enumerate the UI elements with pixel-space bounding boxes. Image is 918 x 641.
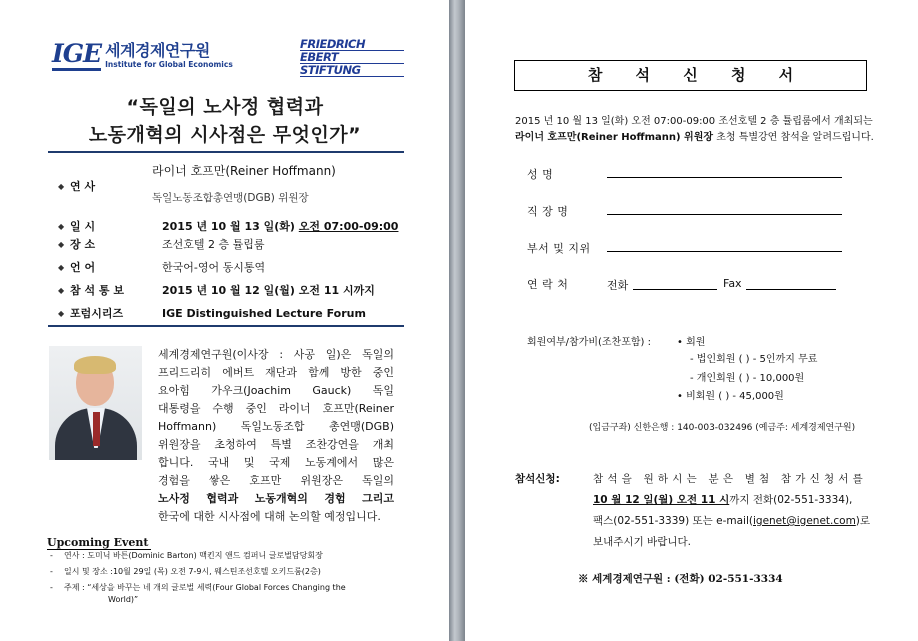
upcoming-item: - 주제 : “세상을 바꾸는 네 개의 글로벌 세력(Four Global Forces Changing the [50, 583, 346, 592]
fee-label: 회원여부/참가비(조찬포함) : [527, 337, 651, 348]
time-value: 오전 07:00-09:00 [298, 220, 399, 233]
email-link[interactable]: igenet@igenet.com [752, 515, 856, 527]
fes-logo-line: FRIEDRICH [300, 39, 404, 51]
fee-nonmember: • 비회원 ( ) - 45,000원 [677, 391, 784, 402]
ige-name-english: Institute for Global Economics [105, 60, 233, 69]
info-place-row [58, 235, 408, 253]
company-field-label: 직 장 명 [527, 205, 569, 218]
info-label: 포럼시리즈 [70, 307, 124, 320]
upcoming-item: - 일시 및 장소 :10월 29일 (목) 오전 7-9시, 웨스틴조선호텔 오키드룸(2층) [50, 567, 321, 576]
lang-value: 한국어-영어 동시통역 [162, 261, 266, 274]
form-intro-line1: 2015 년 10 월 13 일(화) 오전 07:00-09:00 조선호텔 2 층 튤립룸에서 개최되는 [515, 116, 873, 127]
upcoming-item: - 연사 : 도미닉 바튼(Dominic Barton) 맥킨지 앤드 컴퍼니 글로벌담당회장 [50, 551, 323, 560]
lecture-title-line2: 노동개혁의 시사점은 무엇인가” [88, 124, 362, 146]
fax-field[interactable] [746, 289, 836, 290]
divider [48, 151, 404, 153]
series-value: IGE Distinguished Lecture Forum [162, 306, 366, 320]
phone-field[interactable] [633, 289, 717, 290]
bio-line: 세계경제연구원(이사장 : 사공 일)은 독일의 [158, 348, 394, 361]
rsvp-value: 2015 년 10 월 12 일(월) 오전 11 시까지 [162, 284, 375, 297]
dept-field[interactable] [607, 251, 842, 252]
dept-field-label: 부서 및 지위 [527, 242, 591, 255]
apply-label: 참석신청: [515, 473, 560, 485]
date-value: 2015 년 10 월 13 일(화) [162, 220, 295, 233]
apply-line4: 보내주시기 바랍니다. [593, 536, 691, 548]
speaker-title: 독일노동조합총연맹(DGB) 위원장 [152, 192, 309, 204]
bio-line: 위원장을 초청하여 특별 조찬강연을 개최 [158, 438, 394, 451]
info-label: 연 사 [70, 180, 96, 193]
bio-line: 합니다. 국내 및 국제 노동계에서 많은 [158, 456, 394, 469]
bullet-icon: ◆ [58, 239, 65, 249]
ige-name-korean: 세계경제연구원 [105, 41, 210, 60]
ige-logo [52, 40, 233, 71]
lecture-title-line1: “독일의 노사정 협력과 [126, 96, 324, 118]
upcoming-item-continued: World)” [108, 595, 139, 604]
phone-label: 전화 [607, 279, 629, 292]
fes-logo-line: EBERT [300, 52, 404, 64]
name-field[interactable] [607, 177, 842, 178]
bio-line: 요아힘 가우크(Joachim Gauck) 독일 [158, 384, 394, 397]
info-lang-row [58, 258, 408, 276]
right-page [465, 0, 918, 641]
info-label: 일 시 [70, 220, 96, 233]
application-form-title: 참 석 신 청 서 [514, 60, 867, 91]
info-rsvp-row [58, 281, 408, 299]
fee-member: • 회원 [677, 337, 706, 348]
info-label: 언 어 [70, 261, 96, 274]
info-date-row [58, 217, 408, 235]
info-label: 장 소 [70, 238, 96, 251]
bio-line: 한국에 대한 시사점에 대해 논의할 예정입니다. [158, 510, 381, 523]
bio-line: 대통령을 수행 중인 라이너 호프만(Reiner [158, 402, 394, 415]
apply-line1: 참석을 원하시는 분은 별첨 참가신청서를 [593, 473, 867, 485]
company-field[interactable] [607, 214, 842, 215]
bio-line: 노사정 협력과 노동개혁의 경험 그리고 [158, 492, 394, 505]
apply-line2: 10 월 12 일(월) 오전 11 시까지 전화(02-551-3334), [593, 494, 853, 506]
fes-logo [300, 39, 404, 78]
ige-logo-mark: IGE [52, 40, 101, 71]
bullet-icon: ◆ [58, 308, 65, 318]
fes-logo-line: STIFTUNG [300, 65, 404, 77]
bio-line: 경험을 쌓은 호프만 위원장은 독일의 [158, 474, 394, 487]
bank-account: (입금구좌) 신한은행 : 140-003-032496 (예금주: 세계경제연구원) [589, 423, 856, 433]
bullet-icon: ◆ [58, 221, 65, 231]
fee-corporate: - 법인회원 ( ) - 5인까지 무료 [690, 354, 818, 365]
page-gutter [449, 0, 465, 641]
fax-label: Fax [723, 277, 742, 290]
divider [48, 325, 404, 327]
speaker-photo [49, 346, 142, 460]
bio-line: Hoffmann) 독일노동조합 총연맹(DGB) [158, 420, 394, 433]
upcoming-event-title: Upcoming Event [47, 536, 149, 549]
form-intro-line2: 라이너 호프만(Reiner Hoffmann) 위원장 초청 특별강연 참석을 알려드립니다. [515, 132, 874, 143]
bullet-icon: ◆ [58, 262, 65, 272]
bullet-icon: ◆ [58, 181, 65, 191]
footer-contact: ※ 세계경제연구원 : (전화) 02-551-3334 [578, 573, 783, 585]
bio-line: 프리드리히 에버트 재단과 함께 방한 중인 [158, 366, 394, 379]
info-series-row [58, 304, 408, 322]
fee-individual: - 개인회원 ( ) - 10,000원 [690, 373, 805, 384]
name-field-label: 성 명 [527, 168, 554, 181]
speaker-name: 라이너 호프만(Reiner Hoffmann) [152, 164, 336, 178]
info-label: 참 석 통 보 [70, 284, 124, 297]
place-value: 조선호텔 2 층 튤립룸 [162, 238, 265, 251]
bullet-icon: ◆ [58, 285, 65, 295]
contact-field-label: 연 락 처 [527, 278, 569, 291]
apply-line3: 팩스(02-551-3339) 또는 e-mail(igenet@igenet.com)로 [593, 515, 871, 527]
